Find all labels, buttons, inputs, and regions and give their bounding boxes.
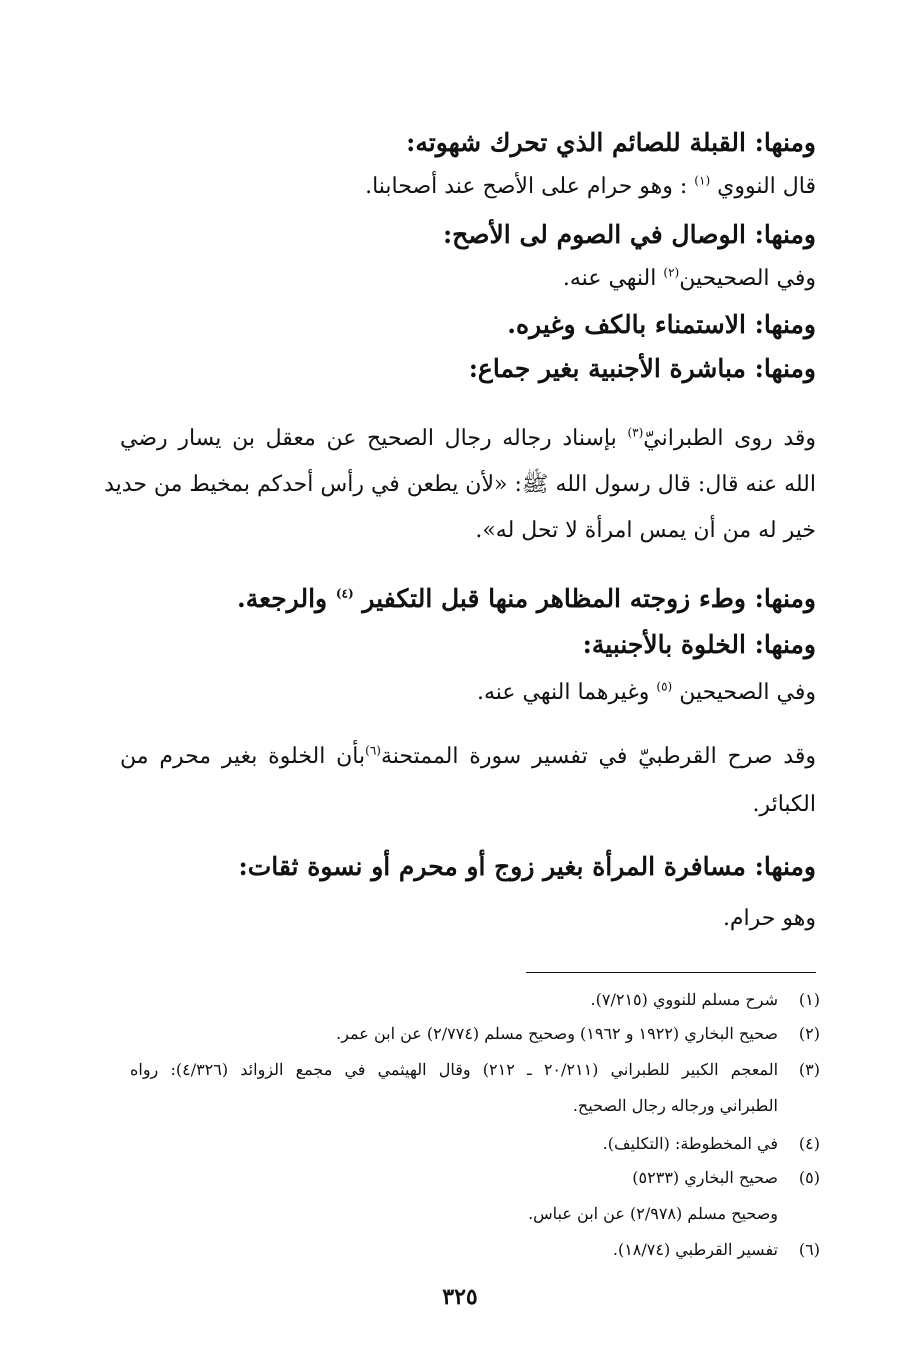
footnote-4 <box>603 1132 820 1156</box>
heading-text: ومنها: مسافرة المرأة بغير زوج أو محرم أو نسوة ثقات: <box>238 852 816 881</box>
heading-kiss-while-fasting <box>406 128 816 158</box>
paragraph-sahihayn-1 <box>563 264 816 294</box>
text-run: قال النووي <box>717 174 816 199</box>
footnote-3 <box>130 1058 820 1082</box>
paragraph-tabarani-line3 <box>475 516 816 546</box>
heading-text: ومنها: القبلة للصائم الذي تحرك شهوته: <box>406 128 816 157</box>
text-run: وفي الصحيحين <box>679 680 816 705</box>
paragraph-haram <box>723 904 816 934</box>
footnote-1 <box>591 988 820 1012</box>
heading-zihar <box>237 584 816 614</box>
footnote-text: المعجم الكبير للطبراني (٢٠/٢١١ ـ ٢١٢) وقال الهيثمي في مجمع الزوائد (٤/٣٢٦): رواه <box>130 1060 779 1079</box>
text-run: النهي عنه. <box>562 266 657 291</box>
footnote-text: في المخطوطة: (التكليف). <box>602 1134 778 1153</box>
footnote-number: (٤) <box>798 1134 820 1153</box>
text-run: وهو حرام. <box>722 906 816 931</box>
footnote-ref-3[interactable]: (٣) <box>627 425 644 440</box>
heading-text: ومنها: الخلوة بالأجنبية: <box>582 630 816 659</box>
footnote-text: صحيح البخاري (٥٢٣٣) <box>632 1168 778 1187</box>
footnote-number: (٣) <box>798 1060 821 1079</box>
footnote-number: (٥) <box>798 1168 820 1187</box>
paragraph-qurtubi-line2 <box>752 790 816 820</box>
footnote-text: الطبراني ورجاله رجال الصحيح. <box>572 1096 778 1115</box>
heading-text: ومنها: الوصال في الصوم لى الأصح: <box>442 220 816 249</box>
text-run: بإسناد رجاله رجال الصحيح عن معقل بن يسار رضي <box>120 426 617 451</box>
paragraph-qurtubi-line1 <box>120 742 816 772</box>
footnote-number: (٦) <box>798 1240 820 1259</box>
footnote-number: (١) <box>798 990 820 1009</box>
footnote-ref-1[interactable]: (١) <box>694 173 711 188</box>
paragraph-nawawi <box>365 172 816 202</box>
page-number: ٣٢٥ <box>442 1284 478 1310</box>
paragraph-sahihayn-2 <box>477 678 816 708</box>
paragraph-tabarani-line1 <box>120 424 816 454</box>
text-run: وقد صرح القرطبيّ في تفسير سورة الممتحنة <box>380 744 816 769</box>
footnote-number: (٢) <box>798 1024 820 1043</box>
text-run: خير له من أن يمس امرأة لا تحل له». <box>475 518 816 543</box>
text-run: : وهو حرام على الأصح عند أصحابنا. <box>365 174 688 199</box>
footnote-text: صحيح البخاري (١٩٢٢ و ١٩٦٢) وصحيح مسلم (٢/٧٧٤) عن ابن عمر. <box>336 1024 778 1043</box>
text-run: الله عنه قال: قال رسول الله ﷺ: «لأن يطعن في رأس أحدكم بمخيط من حديد <box>104 472 816 497</box>
footnote-separator <box>526 972 816 973</box>
heading-text: ومنها: وطء زوجته المظاهر منها قبل التكفير <box>362 584 816 613</box>
heading-travel <box>239 852 816 882</box>
heading-khalwa <box>583 630 816 660</box>
heading-istimna <box>507 310 816 340</box>
footnote-text: تفسير القرطبي (١٨/٧٤). <box>612 1240 778 1259</box>
heading-mubashara <box>469 354 816 384</box>
footnote-5-continued <box>528 1202 778 1226</box>
heading-text: ومنها: مباشرة الأجنبية بغير جماع: <box>468 354 816 383</box>
text-run: وقد روى الطبرانيّ <box>643 426 817 451</box>
text-run: وفي الصحيحين <box>679 266 816 291</box>
footnote-ref-6[interactable]: (٦) <box>365 743 381 758</box>
heading-text: ومنها: الاستمناء بالكف وغيره. <box>507 310 816 339</box>
heading-wisal <box>443 220 816 250</box>
text-run: بأن الخلوة بغير محرم من <box>120 744 366 769</box>
footnote-5 <box>632 1166 820 1190</box>
footnote-text: شرح مسلم للنووي (٧/٢١٥). <box>590 990 778 1009</box>
text-run: وغيرهما النهي عنه. <box>476 680 650 705</box>
footnote-ref-2[interactable]: (٢) <box>663 265 680 280</box>
footnote-6 <box>613 1238 820 1262</box>
paragraph-tabarani-line2 <box>104 470 816 500</box>
heading-text: والرجعة. <box>237 584 328 613</box>
footnote-2 <box>336 1022 820 1046</box>
text-run: الكبائر. <box>752 792 816 817</box>
footnote-ref-4[interactable]: (٤) <box>335 586 354 601</box>
footnote-text: وصحيح مسلم (٢/٩٧٨) عن ابن عباس. <box>528 1204 778 1223</box>
footnote-3-continued <box>573 1094 778 1118</box>
footnote-ref-5[interactable]: (٥) <box>656 679 673 694</box>
